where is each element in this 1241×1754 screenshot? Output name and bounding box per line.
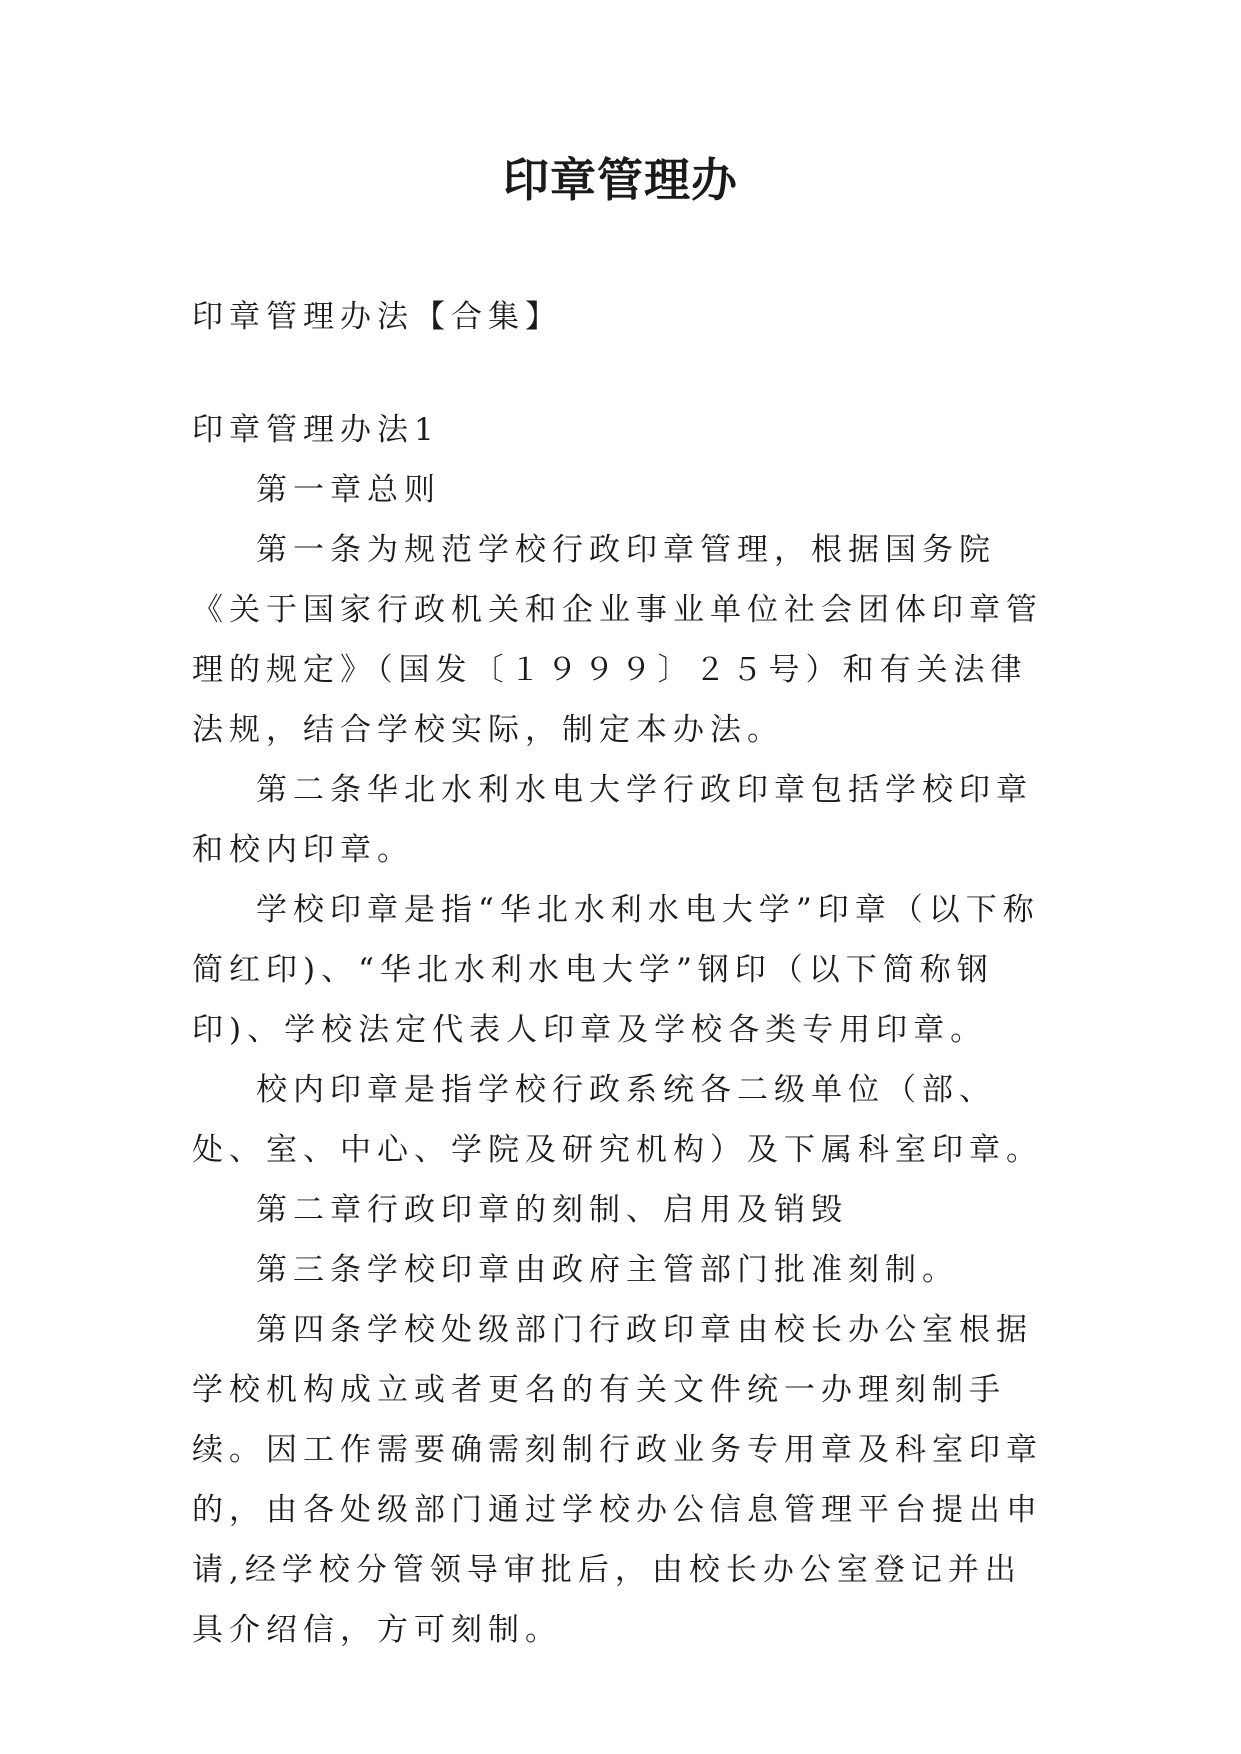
chapter-heading-1: 第一章总则: [256, 472, 441, 508]
article-1-paragraph: 第一条为规范学校行政印章管理，根据国务院《关于国家行政机关和企业事业单位社会团体印章管理的规定》（国发〔１９９９〕２５号）和有关法律法规，结合学校实际，制定本办法。: [192, 532, 1043, 748]
article-2-paragraph: 第二条华北水利水电大学行政印章包括学校印章和校内印章。: [192, 772, 1033, 868]
internal-seal-paragraph: 校内印章是指学校行政系统各二级单位（部、处、室、中心、学院及研究机构）及下属科室印章。: [192, 1072, 1043, 1168]
school-seal-paragraph: 学校印章是指“华北水利水电大学”印章（以下称简红印)、“华北水利水电大学”钢印（以下简称钢印)、学校法定代表人印章及学校各类专用印章。: [192, 892, 1040, 1048]
section-heading: 印章管理办法1: [192, 412, 440, 448]
chapter-heading-2: 第二章行政印章的刻制、启用及销毁: [256, 1192, 848, 1228]
article-3-paragraph: 第三条学校印章由政府主管部门批准刻制。: [256, 1252, 959, 1288]
article-4-paragraph: 第四条学校处级部门行政印章由校长办公室根据学校机构成立或者更名的有关文件统一办理刻制手续。因工作需要确需刻制行政业务专用章及科室印章的，由各处级部门通过学校办公信息管理平台提出申请,经学校分管领导审批后，由校长办公室登记并出具介绍信，方可刻制。: [192, 1312, 1043, 1648]
document-subtitle: 印章管理办法【合集】: [192, 299, 562, 335]
document-title: 印章管理办: [503, 153, 738, 207]
document-section: [192, 400, 1052, 1660]
